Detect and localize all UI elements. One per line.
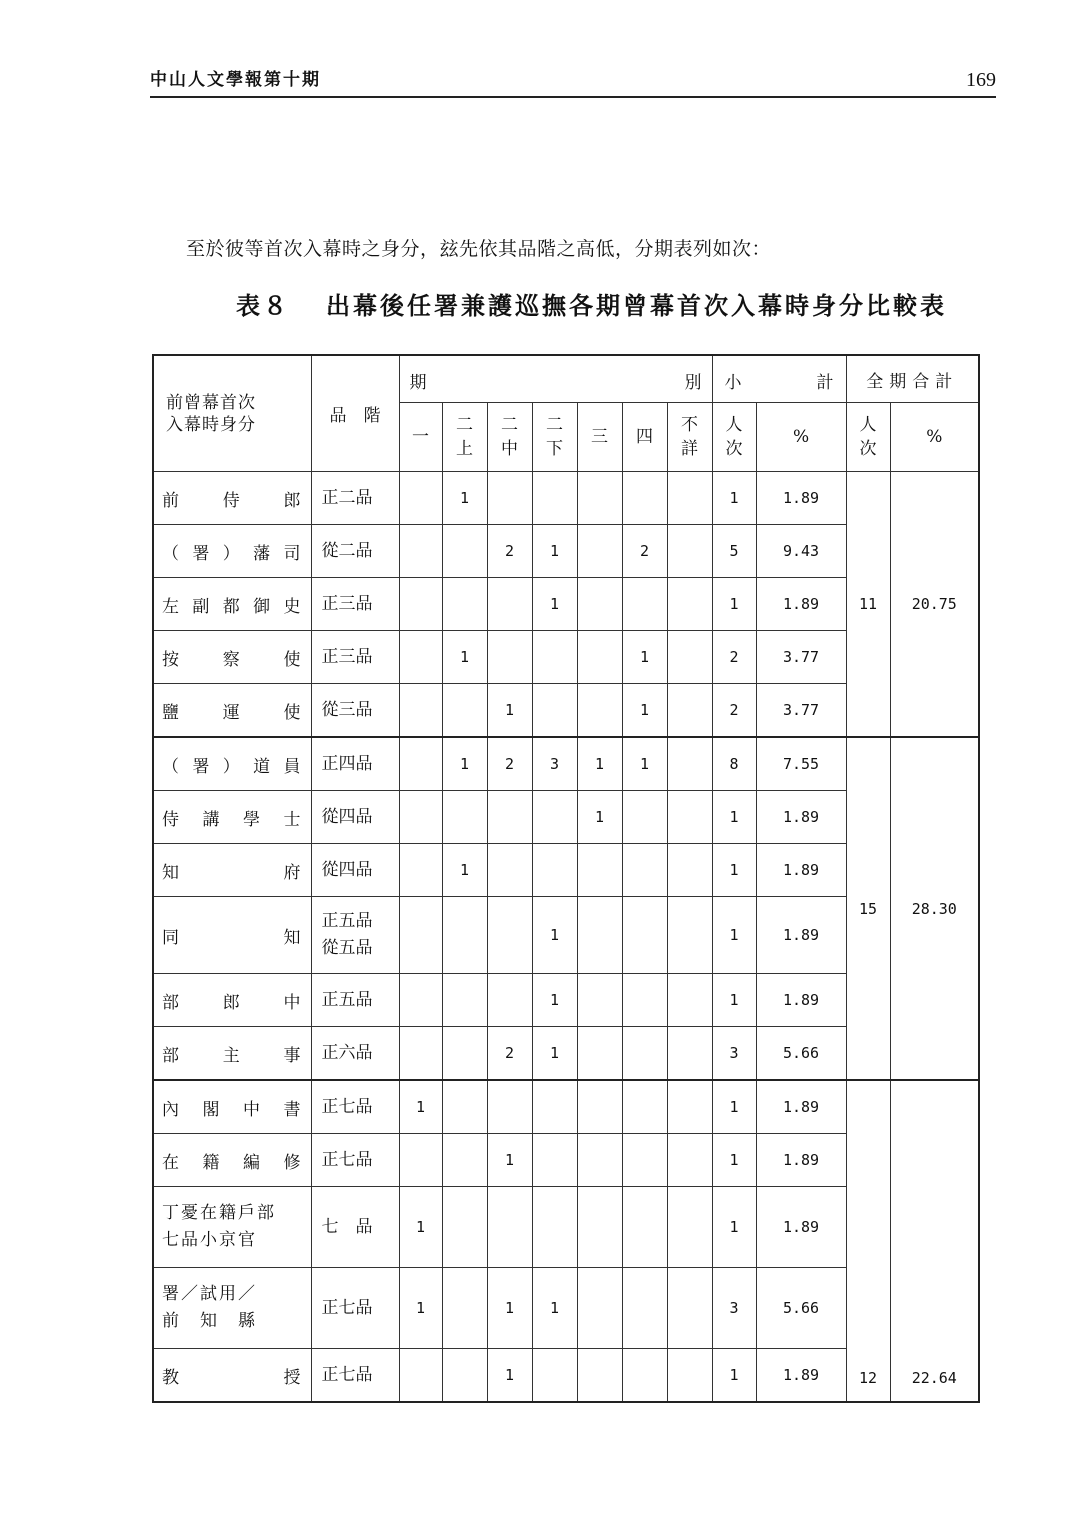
identity-cell: 侍講學士: [153, 791, 311, 844]
period-count-cell: [667, 844, 712, 897]
period-count-cell: [487, 844, 532, 897]
period-count-cell: [577, 684, 622, 738]
period-col-2a: 二 上: [442, 403, 487, 472]
period-header: 期 別: [399, 355, 712, 403]
period-count-cell: [399, 684, 442, 738]
subtotal-pct-header: %: [756, 403, 846, 472]
subtotal-count-cell: 8: [712, 737, 756, 791]
running-head: [150, 62, 996, 98]
period-count-cell: 1: [442, 737, 487, 791]
subtotal-count-cell: 3: [712, 1027, 756, 1081]
period-col-3: 三: [577, 403, 622, 472]
period-count-cell: [622, 1268, 667, 1349]
identity-cell: 在籍編修: [153, 1134, 311, 1187]
period-count-cell: [399, 631, 442, 684]
period-count-cell: 2: [487, 525, 532, 578]
grade-cell: 正五品: [311, 974, 399, 1027]
identity-header: 前曾幕首次 入幕時身分: [153, 355, 311, 472]
identity-cell: （署）藩司: [153, 525, 311, 578]
period-count-cell: 1: [532, 897, 577, 974]
subtotal-pct-cell: 1.89: [756, 472, 846, 525]
subtotal-count-cell: 1: [712, 791, 756, 844]
period-count-cell: [532, 472, 577, 525]
period-count-cell: 1: [442, 631, 487, 684]
subtotal-count-cell: 1: [712, 897, 756, 974]
period-count-cell: 1: [532, 1027, 577, 1081]
period-count-cell: [667, 791, 712, 844]
period-count-cell: 2: [487, 1027, 532, 1081]
page-number: 169: [966, 69, 996, 91]
period-count-cell: [622, 974, 667, 1027]
period-count-cell: [399, 472, 442, 525]
identity-cell: 丁憂在籍戶部 七品小京官: [153, 1187, 311, 1268]
total-count-header: 人 次: [846, 403, 890, 472]
period-count-cell: [622, 844, 667, 897]
period-count-cell: [399, 578, 442, 631]
grade-cell: 正七品: [311, 1134, 399, 1187]
period-count-cell: [442, 578, 487, 631]
subtotal-pct-cell: 1.89: [756, 791, 846, 844]
period-col-2b: 二 中: [487, 403, 532, 472]
period-count-cell: [577, 525, 622, 578]
subtotal-pct-cell: 1.89: [756, 1134, 846, 1187]
identity-cell: 按察使: [153, 631, 311, 684]
identity-cell: （署）道員: [153, 737, 311, 791]
grade-cell: 正六品: [311, 1027, 399, 1081]
subtotal-pct-cell: 5.66: [756, 1268, 846, 1349]
table-caption: [236, 286, 947, 321]
identity-cell: 同知: [153, 897, 311, 974]
subtotal-count-cell: 1: [712, 1349, 756, 1403]
subtotal-pct-cell: 3.77: [756, 631, 846, 684]
subtotal-pct-cell: 1.89: [756, 897, 846, 974]
period-count-cell: [532, 791, 577, 844]
total-header: 全期合計: [846, 355, 979, 403]
subtotal-pct-cell: 5.66: [756, 1027, 846, 1081]
period-count-cell: [532, 844, 577, 897]
period-count-cell: 2: [487, 737, 532, 791]
period-count-cell: [622, 1027, 667, 1081]
period-count-cell: [577, 472, 622, 525]
period-count-cell: [487, 1080, 532, 1134]
period-count-cell: [667, 1027, 712, 1081]
identity-cell: 部主事: [153, 1027, 311, 1081]
period-count-cell: [487, 1187, 532, 1268]
period-col-4: 四: [622, 403, 667, 472]
identity-cell: 左副都御史: [153, 578, 311, 631]
subtotal-pct-cell: 3.77: [756, 684, 846, 738]
period-count-cell: [622, 472, 667, 525]
subtotal-pct-cell: 1.89: [756, 1080, 846, 1134]
period-count-cell: 1: [532, 525, 577, 578]
period-col-2c: 二 下: [532, 403, 577, 472]
period-count-cell: [667, 578, 712, 631]
period-count-cell: [442, 897, 487, 974]
period-count-cell: 1: [532, 1268, 577, 1349]
period-col-1: 一: [399, 403, 442, 472]
identity-cell: 前侍郎: [153, 472, 311, 525]
period-count-cell: 1: [532, 578, 577, 631]
subtotal-count-cell: 2: [712, 631, 756, 684]
period-count-cell: 3: [532, 737, 577, 791]
subtotal-pct-cell: 1.89: [756, 578, 846, 631]
period-count-cell: [487, 791, 532, 844]
period-count-cell: 1: [487, 1349, 532, 1403]
period-count-cell: [442, 791, 487, 844]
period-count-cell: [622, 1187, 667, 1268]
period-count-cell: [532, 1080, 577, 1134]
period-count-cell: [487, 897, 532, 974]
subtotal-pct-cell: 7.55: [756, 737, 846, 791]
grade-cell: 正七品: [311, 1268, 399, 1349]
subtotal-pct-cell: 1.89: [756, 1187, 846, 1268]
subtotal-count-header: 人 次: [712, 403, 756, 472]
period-count-cell: 1: [487, 1268, 532, 1349]
period-count-cell: [487, 631, 532, 684]
subtotal-count-cell: 1: [712, 1080, 756, 1134]
period-count-cell: [442, 1187, 487, 1268]
period-count-cell: 1: [399, 1268, 442, 1349]
period-count-cell: [622, 1134, 667, 1187]
period-count-cell: 1: [622, 737, 667, 791]
period-count-cell: [622, 1080, 667, 1134]
grade-cell: 正四品: [311, 737, 399, 791]
period-count-cell: [622, 791, 667, 844]
period-count-cell: [487, 974, 532, 1027]
identity-cell: 鹽運使: [153, 684, 311, 738]
intro-paragraph: 至於彼等首次入幕時之身分，玆先依其品階之高低，分期表列如次：: [186, 238, 772, 260]
grade-cell: 正七品: [311, 1349, 399, 1403]
subtotal-count-cell: 5: [712, 525, 756, 578]
grade-cell: 正七品: [311, 1080, 399, 1134]
total-pct-header: %: [890, 403, 979, 472]
period-count-cell: [577, 578, 622, 631]
subtotal-count-cell: 1: [712, 578, 756, 631]
group-total-count: 11: [846, 472, 890, 738]
period-count-cell: [442, 974, 487, 1027]
period-count-cell: [667, 684, 712, 738]
table-number: 表８: [236, 291, 290, 320]
grade-cell: 正五品 從五品: [311, 897, 399, 974]
period-count-cell: [442, 684, 487, 738]
period-count-cell: [577, 1349, 622, 1403]
period-count-cell: [667, 1268, 712, 1349]
period-count-cell: 1: [442, 472, 487, 525]
period-count-cell: [667, 472, 712, 525]
period-count-cell: [667, 1187, 712, 1268]
period-count-cell: [442, 1349, 487, 1403]
period-count-cell: 1: [577, 791, 622, 844]
grade-header: 品 階: [311, 355, 399, 472]
subtotal-header: 小 計: [712, 355, 846, 403]
period-count-cell: [577, 1187, 622, 1268]
period-count-cell: 1: [532, 974, 577, 1027]
period-count-cell: [442, 1134, 487, 1187]
period-count-cell: [577, 1027, 622, 1081]
period-count-cell: [399, 1027, 442, 1081]
period-count-cell: [442, 1268, 487, 1349]
period-count-cell: [667, 1349, 712, 1403]
grade-cell: 從四品: [311, 844, 399, 897]
period-count-cell: 1: [487, 684, 532, 738]
grade-cell: 正三品: [311, 578, 399, 631]
subtotal-pct-cell: 1.89: [756, 1349, 846, 1403]
period-count-cell: [622, 1349, 667, 1403]
group-total-count: 12: [846, 1080, 890, 1402]
grade-cell: 七 品: [311, 1187, 399, 1268]
period-count-cell: [667, 525, 712, 578]
table-row: [153, 472, 979, 525]
comparison-table: [152, 354, 980, 1403]
period-count-cell: [667, 737, 712, 791]
period-count-cell: [399, 737, 442, 791]
period-count-cell: [577, 844, 622, 897]
period-count-cell: [399, 844, 442, 897]
period-count-cell: [532, 1349, 577, 1403]
period-count-cell: 1: [622, 684, 667, 738]
period-count-cell: [622, 897, 667, 974]
period-count-cell: [622, 578, 667, 631]
identity-cell: 知府: [153, 844, 311, 897]
table-row: [153, 1080, 979, 1134]
period-count-cell: [442, 1027, 487, 1081]
period-count-cell: [532, 684, 577, 738]
period-count-cell: [667, 631, 712, 684]
subtotal-count-cell: 2: [712, 684, 756, 738]
period-count-cell: [487, 578, 532, 631]
period-count-cell: [442, 1080, 487, 1134]
period-count-cell: [399, 1349, 442, 1403]
grade-cell: 從二品: [311, 525, 399, 578]
subtotal-count-cell: 1: [712, 844, 756, 897]
period-count-cell: [577, 631, 622, 684]
period-count-cell: [577, 1134, 622, 1187]
period-count-cell: [667, 897, 712, 974]
subtotal-pct-cell: 1.89: [756, 974, 846, 1027]
table-row: [153, 737, 979, 791]
period-count-cell: [667, 974, 712, 1027]
grade-cell: 從四品: [311, 791, 399, 844]
group-total-pct: 22.64: [890, 1080, 979, 1402]
journal-title: 中山人文學報第十期: [150, 70, 321, 90]
subtotal-count-cell: 3: [712, 1268, 756, 1349]
period-count-cell: [532, 1134, 577, 1187]
period-count-cell: 1: [399, 1187, 442, 1268]
period-count-cell: [532, 631, 577, 684]
period-count-cell: [667, 1080, 712, 1134]
period-count-cell: 1: [399, 1080, 442, 1134]
period-count-cell: [667, 1134, 712, 1187]
identity-cell: 教授: [153, 1349, 311, 1403]
period-col-unknown: 不 詳: [667, 403, 712, 472]
grade-cell: 正二品: [311, 472, 399, 525]
period-count-cell: [399, 1134, 442, 1187]
period-count-cell: [577, 897, 622, 974]
period-count-cell: 1: [487, 1134, 532, 1187]
subtotal-pct-cell: 9.43: [756, 525, 846, 578]
subtotal-count-cell: 1: [712, 1187, 756, 1268]
period-count-cell: [577, 1080, 622, 1134]
period-count-cell: 1: [622, 631, 667, 684]
period-count-cell: [577, 974, 622, 1027]
period-count-cell: 1: [442, 844, 487, 897]
period-count-cell: 1: [577, 737, 622, 791]
group-total-pct: 28.30: [890, 737, 979, 1080]
subtotal-count-cell: 1: [712, 974, 756, 1027]
subtotal-count-cell: 1: [712, 1134, 756, 1187]
period-count-cell: [487, 472, 532, 525]
period-count-cell: [442, 525, 487, 578]
subtotal-count-cell: 1: [712, 472, 756, 525]
group-total-count: 15: [846, 737, 890, 1080]
identity-cell: 內閣中書: [153, 1080, 311, 1134]
subtotal-pct-cell: 1.89: [756, 844, 846, 897]
identity-cell: 署／試用／ 前 知 縣: [153, 1268, 311, 1349]
period-count-cell: 2: [622, 525, 667, 578]
period-count-cell: [399, 897, 442, 974]
group-total-pct: 20.75: [890, 472, 979, 738]
grade-cell: 從三品: [311, 684, 399, 738]
period-count-cell: [399, 525, 442, 578]
period-count-cell: [577, 1268, 622, 1349]
period-count-cell: [532, 1187, 577, 1268]
grade-cell: 正三品: [311, 631, 399, 684]
period-count-cell: [399, 974, 442, 1027]
period-count-cell: [399, 791, 442, 844]
table-title: 出幕後任署兼護巡撫各期曾幕首次入幕時身分比較表: [326, 291, 947, 320]
identity-cell: 部郎中: [153, 974, 311, 1027]
